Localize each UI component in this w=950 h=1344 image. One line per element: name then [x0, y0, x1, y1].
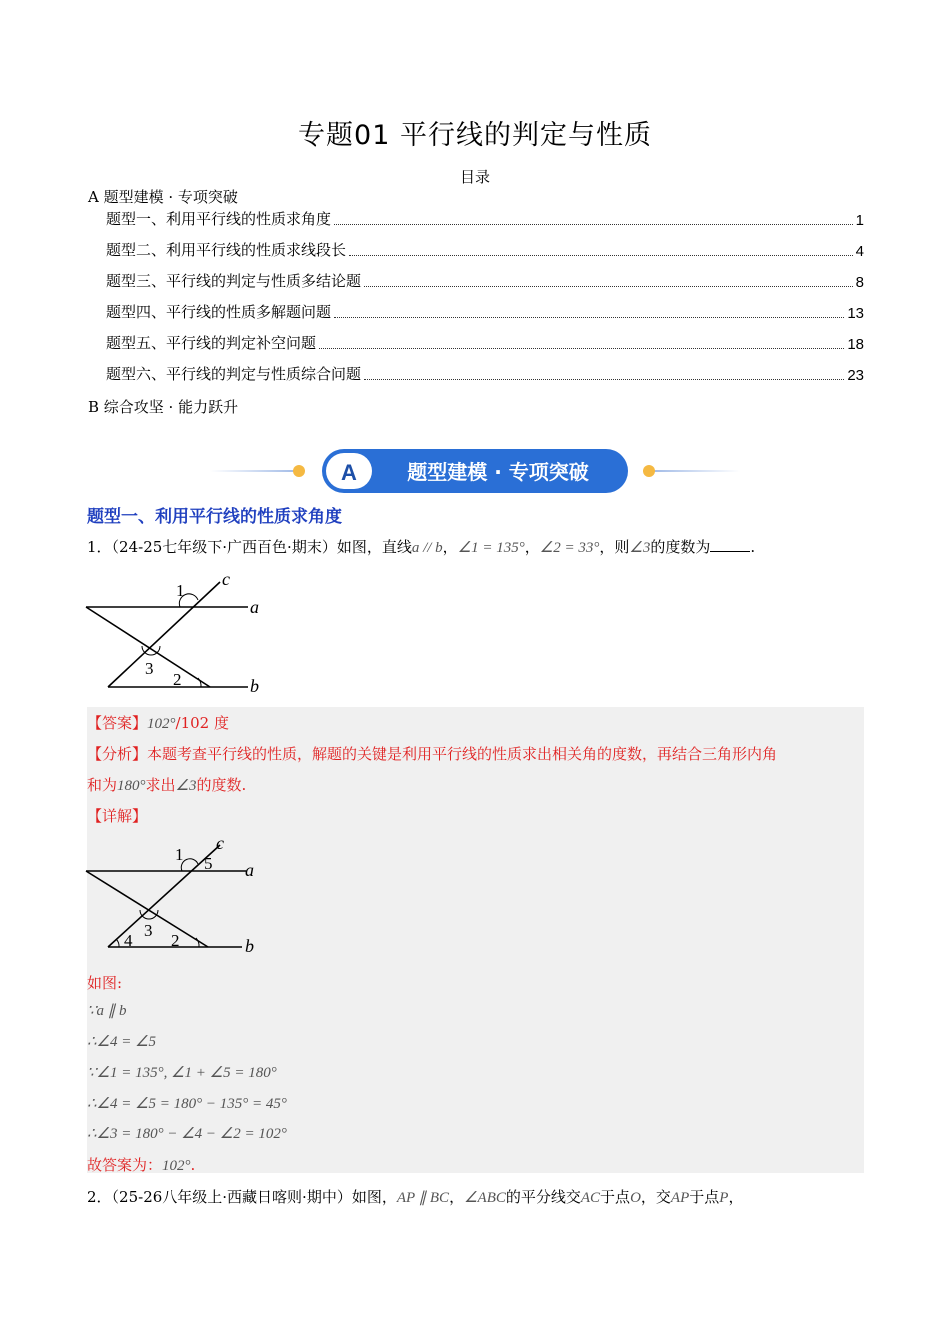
banner-dot-right [643, 465, 655, 477]
toc-item[interactable] [106, 270, 864, 291]
page-title: 专题01 平行线的判定与性质 [298, 120, 652, 151]
toc-item[interactable] [106, 208, 864, 229]
q2-text: 于点 [689, 1188, 720, 1206]
q1-sep: ， [524, 538, 540, 556]
toc-item-label: 题型五、平行线的判定补空问题 [106, 334, 317, 352]
toc-item-page: 1 [855, 212, 864, 229]
toc-item[interactable] [106, 363, 864, 384]
label-angle-4: 4 [124, 931, 133, 950]
question-1 [87, 536, 755, 557]
q2-number: 2． [87, 1188, 112, 1206]
q1-end: . [750, 538, 756, 556]
analysis-math: 180° [117, 778, 146, 794]
q1-ask-math: ∠3 [629, 540, 651, 556]
banner-line-right [650, 470, 740, 472]
label-angle-1: 1 [176, 581, 185, 600]
q1-source: （24-25七年级下·广西百色·期末）如图，直线 [111, 538, 412, 556]
final-answer-prefix: 故答案为： [87, 1156, 163, 1174]
toc-heading: 目录 [459, 168, 490, 186]
toc-item-label: 题型二、利用平行线的性质求线段长 [106, 241, 347, 259]
toc-section-a[interactable]: A 题型建模 · 专项突破 [88, 188, 238, 206]
solution-step-5: ∴∠3 = 180° − ∠4 − ∠2 = 102° [87, 1126, 287, 1142]
q1-sep: ， [442, 538, 458, 556]
angle-2-arc [198, 678, 201, 687]
q2-text: ， [449, 1188, 465, 1206]
toc-leader [334, 316, 844, 318]
answer-blank [710, 551, 750, 552]
q2-text: ，交 [640, 1188, 671, 1206]
final-answer-suffix: . [190, 1156, 196, 1174]
q1-cond3: ∠2 = 33° [539, 540, 600, 556]
toc-item-page: 4 [855, 243, 864, 260]
toc-item-page: 18 [847, 336, 864, 353]
analysis-text-post: 的度数. [196, 776, 247, 794]
answer-tag: 【答案】 [87, 714, 148, 732]
q1-ask-suffix: 的度数为 [650, 538, 711, 556]
answer-text: /102 度 [175, 714, 229, 732]
analysis-text-pre: 和为 [87, 776, 118, 794]
solution-step-2: ∴∠4 = ∠5 [87, 1034, 157, 1050]
q2-math: ∠ABC [464, 1190, 506, 1206]
angle-1-arc [181, 859, 198, 871]
label-b: b [250, 676, 259, 696]
label-angle-3: 3 [145, 659, 154, 678]
toc-item[interactable] [106, 332, 864, 353]
section-banner [210, 447, 740, 495]
angle-4-arc [116, 939, 119, 947]
toc-leader [349, 254, 853, 256]
label-angle-2: 2 [171, 931, 180, 950]
figure-1 [80, 570, 280, 700]
toc-leader [364, 378, 844, 380]
label-a: a [250, 597, 259, 617]
analysis-text-mid: 求出 [145, 776, 176, 794]
analysis-tag: 【分析】 [87, 745, 148, 763]
label-angle-1: 1 [175, 845, 184, 864]
analysis-text: 本题考查平行线的性质，解题的关键是利用平行线的性质求出相关角的度数，再结合三角形内角 [147, 745, 778, 763]
question-2 [87, 1186, 743, 1207]
q2-math: P [719, 1190, 729, 1206]
toc-item-label: 题型一、利用平行线的性质求角度 [106, 210, 332, 228]
detail-tag: 【详解】 [87, 807, 148, 825]
q2-source: （25-26八年级上·西藏日喀则·期中）如图， [111, 1188, 397, 1206]
type1-heading: 题型一、利用平行线的性质求角度 [87, 507, 342, 527]
toc-leader [364, 285, 853, 287]
angle-2-arc [196, 938, 199, 947]
banner-line-left [210, 470, 300, 472]
banner-dot-left [293, 465, 305, 477]
final-answer-math: 102° [162, 1158, 191, 1174]
q2-text: ， [728, 1188, 744, 1206]
q2-text: 的平分线交 [505, 1188, 581, 1206]
q1-number: 1． [87, 538, 112, 556]
q1-cond2: ∠1 = 135° [457, 540, 525, 556]
final-answer-line [87, 1154, 195, 1175]
label-c: c [216, 834, 224, 853]
label-b: b [245, 936, 254, 956]
label-a: a [245, 860, 254, 880]
toc-item[interactable] [106, 301, 864, 322]
label-c: c [222, 570, 230, 589]
label-angle-2: 2 [173, 670, 182, 689]
banner-letter: A [341, 460, 357, 485]
solution-intro: 如图: [87, 974, 123, 992]
answer-math: 102° [147, 716, 176, 732]
banner-text: 题型建模 · 专项突破 [407, 460, 589, 484]
solution-step-1: ∵a ∥ b [87, 1003, 127, 1019]
toc-item-page: 23 [847, 367, 864, 384]
q2-math: AC [580, 1190, 601, 1206]
q2-math: AP ∥ BC [396, 1190, 450, 1206]
solution-step-3: ∵∠1 = 135°, ∠1 + ∠5 = 180° [87, 1065, 277, 1081]
label-angle-5: 5 [204, 854, 213, 873]
toc-item-page: 8 [855, 274, 864, 291]
toc-item-label: 题型三、平行线的判定与性质多结论题 [106, 272, 362, 290]
analysis-line-2 [87, 774, 246, 795]
toc-leader [334, 223, 853, 225]
toc-item-label: 题型四、平行线的性质多解题问题 [106, 303, 332, 321]
q2-math: AP [670, 1190, 690, 1206]
q1-cond1: a // b [411, 540, 443, 556]
toc-item-page: 13 [847, 305, 864, 322]
figure-2 [80, 834, 280, 964]
toc-item[interactable] [106, 239, 864, 260]
toc-leader [319, 347, 844, 349]
label-angle-3: 3 [144, 921, 153, 940]
solution-step-4: ∴∠4 = ∠5 = 180° − 135° = 45° [87, 1096, 287, 1112]
q1-ask-prefix: ，则 [599, 538, 630, 556]
toc-item-label: 题型六、平行线的判定与性质综合问题 [106, 365, 362, 383]
answer-line [87, 712, 229, 733]
analysis-math: ∠3 [175, 778, 197, 794]
analysis-line-1 [87, 743, 777, 764]
line-c [108, 582, 220, 687]
q2-math: O [630, 1190, 641, 1206]
toc-section-b[interactable]: B 综合攻坚 · 能力跃升 [88, 398, 239, 416]
q2-text: 于点 [600, 1188, 631, 1206]
